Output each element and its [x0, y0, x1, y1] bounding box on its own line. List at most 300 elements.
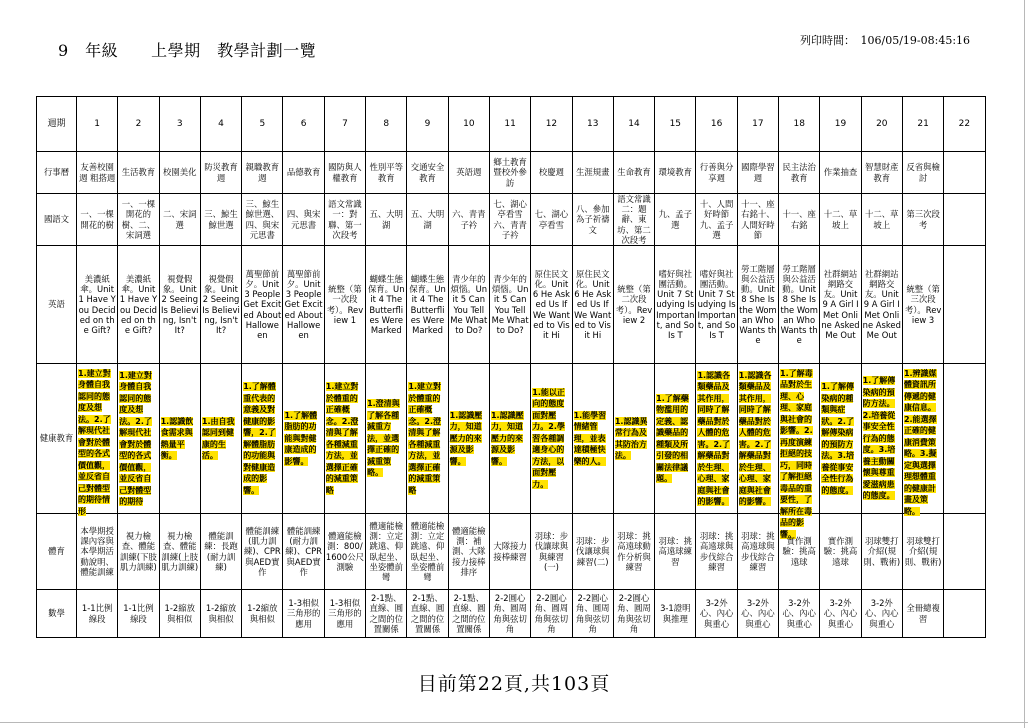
plan-cell	[200, 194, 241, 246]
teaching-plan-table	[36, 96, 986, 638]
cell-text: 羽球：挑高遠球與步伐綜合練習	[741, 531, 775, 572]
week-number: 8	[366, 97, 407, 152]
cell-text: 五、大明湖	[369, 209, 403, 230]
cell-text: 環境教育	[658, 167, 693, 178]
cell-text	[574, 410, 612, 468]
highlighted-text: 1.了解毒品對於生理、心理、家庭與社會的影響。2.再度演練拒絕的技巧，同時了解拒絕毒品的重要性，了解所在毒品的影響。	[780, 368, 813, 539]
highlighted-text: 1.建立對身體自我認同的態度及想法。2.了解現代社會對於體型的各式價值觀，並反省自己對體型的期待情形	[78, 368, 111, 516]
plan-cell	[737, 590, 778, 638]
row-english	[37, 246, 986, 364]
week-number: 20	[861, 97, 902, 152]
plan-cell	[779, 364, 820, 539]
cell-text: 五、大明湖	[410, 209, 445, 230]
row-pe	[37, 514, 986, 590]
plan-cell	[944, 590, 985, 638]
cell-text: 原住民文化。Unit 6 He Asked Us If We Wanted to Visit Hi	[532, 268, 570, 341]
cell-text: 實作測驗：挑高遠球	[823, 536, 858, 567]
cell-text	[78, 368, 116, 516]
plan-cell	[944, 152, 985, 194]
plan-cell	[737, 246, 778, 364]
plan-cell	[696, 152, 737, 194]
plan-cell	[77, 514, 118, 590]
highlighted-text: 1.了解傳染病的種類與症狀。2.了解傳染病的預防方法。3.培養從事安全性行為的態度。	[821, 382, 854, 495]
cell-text	[491, 410, 529, 468]
cell-text	[697, 370, 735, 508]
plan-cell	[324, 152, 365, 194]
week-number: 4	[200, 97, 241, 152]
plan-cell	[902, 246, 943, 364]
plan-cell	[159, 152, 200, 194]
plan-cell	[283, 246, 324, 364]
cell-text: 1-1比例線段	[123, 603, 154, 624]
week-number: 6	[283, 97, 324, 152]
plan-cell	[737, 364, 778, 514]
plan-cell	[242, 364, 283, 514]
highlighted-text: 1.能學習情緒管理，並表達積極快樂的人。	[573, 410, 607, 466]
cell-text: 國防與人權教育	[328, 162, 362, 183]
highlighted-text: 1.認識各類藥品及其作用，同時了解藥品對於人體的危害。2.了解藥品對於生理、心理、家庭與社會的影響。	[697, 370, 731, 507]
cell-text: 3-2外心、內心與重心	[865, 598, 899, 629]
plan-cell	[531, 590, 572, 638]
plan-cell	[820, 514, 861, 590]
highlighted-text: 1.了解體重代表的意義及對健康的影響，2.了解體脂肪的功能與對健康造成的影響。	[243, 382, 276, 495]
plan-cell	[77, 152, 118, 194]
plan-cell	[572, 194, 613, 246]
cell-text: 體能訓練：長跑(耐力訓練)	[204, 531, 238, 572]
plan-cell	[944, 194, 985, 246]
plan-cell	[820, 194, 861, 246]
plan-cell	[324, 246, 365, 364]
highlighted-text: 1.建立對於體重的正確概念。2.澄清與了解各種減重方法，並選擇正確的減重策略	[408, 382, 441, 495]
cell-text: 美濃紙傘。Unit 1 Have You Decided on the Gift?	[78, 273, 116, 335]
cell-text: 1-1比例線段	[81, 603, 113, 624]
plan-cell	[902, 152, 943, 194]
cell-text: 勞工階層與公益活動。Unit 8 She Is the Woman Who Wants the	[780, 263, 818, 346]
cell-text: 體適能檢測：補測、大隊接力接棒排序	[452, 526, 486, 577]
cell-text: 青少年的煩惱。Unit 5 Can You Tell Me What to Do?	[491, 273, 529, 335]
cell-text: 統整（第二次段考）。Review 2	[615, 284, 653, 325]
plan-cell	[655, 364, 696, 514]
plan-cell	[366, 152, 407, 194]
plan-cell	[77, 590, 118, 638]
cell-text: 3-2外心、內心與重心	[782, 598, 816, 629]
cell-text: 體能訓練(耐力訓練)、CPR與AED實作	[285, 526, 322, 577]
plan-cell	[944, 246, 985, 364]
cell-text: 民主法治教育	[782, 162, 816, 183]
plan-cell	[696, 514, 737, 590]
cell-text: 原住民文化。Unit 6 He Asked Us If We Wanted to Visit Hi	[574, 268, 612, 341]
plan-cell	[242, 514, 283, 590]
week-number: 15	[655, 97, 696, 152]
plan-cell	[366, 194, 407, 246]
cell-text: 親職教育週	[245, 162, 280, 183]
plan-cell	[572, 152, 613, 194]
plan-cell	[448, 194, 489, 246]
plan-cell	[531, 152, 572, 194]
highlighted-text: 1.了解藥物濫用的定義、認識藥品的種類及所引發的相關法律議題。	[656, 393, 689, 484]
cell-text: 萬聖節前夕。Unit 3 People Get Excited About Halloween	[284, 268, 323, 341]
plan-cell	[324, 590, 365, 638]
row-label: 英語	[37, 246, 77, 364]
cell-text: 三、鯨生鯨世選	[204, 209, 238, 230]
cell-text: 嗜好與社團活動。Unit 7 Studying Is Important, and So Is T	[697, 268, 736, 341]
cell-text	[119, 370, 157, 508]
plan-cell	[448, 152, 489, 194]
plan-cell	[159, 590, 200, 638]
cell-text: 羽球雙打介紹(規則、戰術)	[863, 536, 901, 567]
cell-text: 校園美化	[162, 167, 197, 178]
cell-text: 智慧財產教育	[865, 162, 899, 183]
cell-text: 大隊接力接棒練習	[493, 541, 527, 562]
cell-text: 2-1點、直線、圓之間的位置關係	[410, 593, 445, 634]
plan-cell	[283, 364, 324, 514]
row-health	[37, 364, 986, 514]
plan-cell	[779, 194, 820, 246]
plan-cell	[489, 364, 530, 514]
plan-cell	[448, 246, 489, 364]
cell-text: 視覺假象。Unit 2 Seeing Is Believing, Isn't It?	[202, 273, 240, 335]
cell-text: 社群網站網路交友。Unit 9 A Girl I Met Online Asked Me Out	[821, 268, 860, 341]
cell-text: 國際學習週	[741, 162, 775, 183]
plan-cell	[737, 152, 778, 194]
cell-text: 十、人間好時節九、孟子選	[699, 199, 734, 240]
cell-text: 防災教育週	[204, 162, 238, 183]
plan-cell	[572, 590, 613, 638]
cell-text: 三、鯨生鯨世選、四、與宋元思書	[245, 199, 280, 240]
cell-text: 一、一棵開花的樹、二、宋詞選	[121, 199, 156, 240]
plan-cell	[902, 590, 943, 638]
cell-text: 體適能檢測：立定跳遠、仰臥起坐、坐姿體前彎	[410, 520, 445, 582]
plan-cell	[902, 194, 943, 246]
plan-cell	[737, 194, 778, 246]
cell-text: 萬聖節前夕。Unit 3 People Get Excited About Halloween	[243, 268, 282, 341]
plan-cell	[572, 364, 613, 514]
cell-text	[903, 368, 942, 516]
cell-text: 視力檢查、體能訓練(下肢肌力訓練)	[120, 531, 157, 572]
week-number: 1	[77, 97, 118, 152]
cell-text: 十一、座右銘十、人間好時節	[741, 199, 775, 240]
plan-cell	[696, 246, 737, 364]
cell-text	[780, 368, 818, 539]
cell-text: 本學期授課內容與本學期活動說明、體能訓練	[80, 526, 114, 577]
plan-cell	[200, 514, 241, 590]
plan-cell	[448, 514, 489, 590]
cell-text: 品德教育	[286, 167, 321, 178]
cell-text: 1-3相似三角形的應用	[328, 598, 362, 629]
cell-text: 二、宋詞選	[162, 209, 197, 230]
cell-text: 鄉土教育暨校外參訪	[493, 157, 527, 188]
plan-cell	[118, 364, 159, 514]
highlighted-text: 1.建立對身體自我認同的態度及想法。2.了解現代社會對於體型的各式價值觀，並反省自己對體型的期待	[119, 370, 152, 507]
week-number: 9	[407, 97, 448, 152]
window-frame-bottom	[0, 722, 1028, 723]
plan-cell	[366, 364, 407, 514]
cell-text: 交通安全教育	[410, 162, 445, 183]
cell-text: 蝴蝶生態保育。Unit 4 The Butterflies Were Marked	[367, 273, 405, 335]
plan-cell	[324, 364, 365, 514]
plan-cell	[200, 152, 241, 194]
week-number: 2	[118, 97, 159, 152]
cell-text: 全冊總複習	[906, 603, 940, 624]
plan-cell	[613, 514, 654, 590]
plan-cell	[696, 590, 737, 638]
cell-text: 語文常識一：對聯、第一次段考	[328, 199, 362, 240]
cell-text: 友善校園週 粗搭週	[79, 162, 116, 183]
cell-text: 八、參加為子祈禱文	[575, 204, 610, 235]
plan-cell	[242, 194, 283, 246]
plan-cell	[655, 514, 696, 590]
plan-cell	[283, 514, 324, 590]
cell-text: 蝴蝶生態保育。Unit 4 The Butterflies Were Marked	[409, 273, 446, 335]
plan-cell	[448, 364, 489, 514]
cell-text: 生涯規畫	[575, 167, 610, 178]
cell-text: 3-2外心、內心與重心	[823, 598, 858, 629]
week-number: 11	[489, 97, 530, 152]
plan-cell	[861, 514, 902, 590]
cell-text: 一、一棵開花的樹	[80, 209, 114, 230]
cell-text: 羽球：挑高遠球與步伐綜合練習	[699, 531, 734, 572]
cell-text: 1-2縮放與相似	[205, 603, 237, 624]
plan-cell	[613, 246, 654, 364]
plan-cell	[200, 246, 241, 364]
plan-cell	[531, 514, 572, 590]
cell-text: 體適能檢測：800/1600公尺測驗	[325, 531, 364, 572]
cell-text: 2-2圓心角、圓周角與弦切角	[575, 593, 610, 634]
highlighted-text: 1.了解體脂肪的功能與對健康造成的影響。	[284, 410, 318, 466]
plan-cell	[489, 152, 530, 194]
plan-cell	[407, 514, 448, 590]
print-time: 列印時間： 106/05/19-08:45:16	[800, 34, 971, 47]
plan-cell	[531, 246, 572, 364]
plan-cell	[407, 194, 448, 246]
row-chinese	[37, 194, 986, 246]
week-label: 週期	[37, 97, 77, 152]
cell-text: 校慶週	[538, 167, 564, 178]
plan-cell	[324, 514, 365, 590]
highlighted-text: 1.了解傳染病的預防方法。2.培養從事安全性行為的態度。3.培養主動關懷與尊重愛滋病患的態度。	[862, 376, 896, 501]
week-number: 18	[779, 97, 820, 152]
plan-cell	[118, 514, 159, 590]
plan-cell	[902, 364, 943, 514]
plan-cell	[572, 246, 613, 364]
cell-text	[615, 416, 653, 462]
plan-cell	[820, 152, 861, 194]
plan-cell	[861, 194, 902, 246]
plan-cell	[531, 364, 572, 514]
plan-cell	[77, 246, 118, 364]
row-activity	[37, 152, 986, 194]
cell-text: 實作測驗：挑高遠球	[782, 536, 816, 567]
plan-cell	[613, 194, 654, 246]
cell-text: 青少年的煩惱。Unit 5 Can You Tell Me What to Do?	[450, 273, 488, 335]
week-number: 7	[324, 97, 365, 152]
cell-text	[739, 370, 777, 508]
cell-text: 生命教育	[617, 167, 651, 178]
plan-cell	[118, 590, 159, 638]
plan-cell	[655, 246, 696, 364]
plan-cell	[613, 152, 654, 194]
plan-cell	[283, 590, 324, 638]
cell-text: 性別平等教育	[369, 162, 403, 183]
week-row	[37, 97, 986, 152]
highlighted-text: 1.認識異常行為及其防治方法。	[614, 416, 648, 461]
highlighted-text: 1.認識壓力，知道壓力的來源及影響。	[449, 410, 483, 466]
plan-cell	[118, 246, 159, 364]
plan-cell	[407, 590, 448, 638]
plan-cell	[366, 590, 407, 638]
week-number: 5	[242, 97, 283, 152]
cell-text: 第三次段考	[906, 209, 940, 230]
plan-cell	[737, 514, 778, 590]
cell-text: 統整（第三次段考）。Review 3	[904, 284, 942, 325]
cell-text: 十二、草坡上	[823, 209, 858, 230]
plan-cell	[655, 590, 696, 638]
cell-text: 視覺假象。Unit 2 Seeing Is Believing, Isn't It?	[161, 273, 199, 335]
plan-cell	[861, 364, 902, 514]
row-label: 行事曆	[37, 152, 77, 194]
cell-text: 體適能檢測：立定跳遠、仰臥起坐、坐姿體前彎	[369, 520, 403, 582]
plan-cell	[779, 246, 820, 364]
plan-cell	[159, 246, 200, 364]
plan-cell	[696, 364, 737, 514]
highlighted-text: 1.澄清與了解各種減重方法，並選擇正確的減重策略。	[367, 399, 400, 478]
plan-cell	[613, 364, 654, 514]
plan-cell	[655, 194, 696, 246]
cell-text: 2-1點、直線、圓之間的位置關係	[452, 593, 486, 634]
highlighted-text: 1.辨識媒體資訊所傳遞的健康信息。2.能選擇正確的健康消費策略。3.擬定與選擇理想體重的健康計畫及策略。	[903, 368, 937, 516]
plan-cell	[118, 152, 159, 194]
cell-text: 1-3相似三角形的應用	[286, 598, 321, 629]
plan-cell	[242, 590, 283, 638]
window-frame-right	[1024, 0, 1025, 728]
week-number: 3	[159, 97, 200, 152]
plan-cell	[861, 152, 902, 194]
cell-text: 羽球：挑高遠球動作分析與練習	[617, 531, 651, 572]
cell-text: 3-1證明與推理	[660, 603, 691, 624]
highlighted-text: 1.認識各類藥品及其作用，同時了解藥品對於人體的危害。2.了解藥品對於生理、心理、家庭與社會的影響。	[738, 370, 772, 507]
plan-cell	[159, 194, 200, 246]
page-title: 9 年級 上學期 教學計劃一覽	[58, 41, 317, 60]
cell-text: 羽球雙打介紹(規則、戰術)	[904, 536, 942, 567]
row-label: 體育	[37, 514, 77, 590]
plan-cell	[283, 152, 324, 194]
cell-text: 2-2圓心角、圓周角與弦切角	[534, 593, 569, 634]
plan-cell	[77, 364, 118, 514]
cell-text: 四、與宋元思書	[286, 209, 321, 230]
plan-cell	[489, 590, 530, 638]
cell-text: 羽球：挑高遠球練習	[658, 536, 693, 567]
cell-text	[656, 393, 694, 485]
highlighted-text: 1.能以正向的態度面對壓力。2.學習各種調適身心的方法，以面對壓力。	[532, 387, 565, 489]
week-number: 22	[944, 97, 985, 152]
cell-text: 作業抽查	[823, 167, 858, 178]
plan-cell	[861, 590, 902, 638]
plan-cell	[902, 514, 943, 590]
cell-text: 3-2外心、內心與重心	[699, 598, 734, 629]
cell-text: 統整（第一次段考）。Review 1	[326, 284, 364, 325]
cell-text: 六、青青子衿	[452, 209, 486, 230]
cell-text	[243, 381, 281, 496]
cell-text: 3-2外心、內心與重心	[741, 598, 775, 629]
plan-cell	[200, 364, 241, 514]
plan-cell	[159, 364, 200, 514]
plan-cell	[200, 590, 241, 638]
cell-text	[408, 381, 446, 496]
plan-cell	[489, 246, 530, 364]
week-number: 16	[696, 97, 737, 152]
cell-text: 行善與分享週	[699, 162, 734, 183]
plan-cell	[118, 194, 159, 246]
plan-cell	[159, 514, 200, 590]
cell-text: 嗜好與社團活動。Unit 7 Studying Is Important, and So Is T	[656, 268, 695, 341]
cell-text: 七、湖心亭看雪六、青青子衿	[493, 199, 527, 240]
row-label: 數學	[37, 590, 77, 638]
cell-text	[326, 381, 364, 496]
cell-text: 體能訓練(肌力訓練)、CPR與AED實作	[243, 526, 281, 577]
plan-cell	[655, 152, 696, 194]
plan-cell	[407, 246, 448, 364]
cell-text: 勞工階層與公益活動。Unit 8 She Is the Woman Who Wants the	[739, 263, 777, 346]
cell-text: 視力檢查、體能訓練(上肢肌力訓練)	[161, 531, 199, 572]
plan-cell	[944, 514, 985, 590]
cell-text: 十二、草坡上	[865, 209, 899, 230]
plan-cell	[613, 590, 654, 638]
cell-text: 英語週	[456, 167, 482, 178]
plan-cell	[944, 364, 985, 514]
highlighted-text: 1.建立對於體重的正確概念。2.澄清與了解各種減重方法，並選擇正確的減重策略	[325, 382, 359, 495]
week-number: 14	[613, 97, 654, 152]
cell-text	[202, 416, 240, 462]
cell-text	[863, 375, 901, 502]
week-number: 19	[820, 97, 861, 152]
cell-text	[284, 410, 322, 468]
week-number: 12	[531, 97, 572, 152]
plan-cell	[779, 152, 820, 194]
plan-cell	[242, 246, 283, 364]
cell-text	[161, 416, 199, 462]
plan-cell	[283, 194, 324, 246]
plan-cell	[696, 194, 737, 246]
plan-cell	[407, 152, 448, 194]
plan-cell	[861, 246, 902, 364]
cell-text: 羽球：步伐讓球與與練習(一)	[534, 531, 569, 572]
cell-text: 九、孟子選	[658, 209, 693, 230]
week-number: 17	[737, 97, 778, 152]
cell-text: 2-2圓心角、圓周角與弦切角	[493, 593, 527, 634]
cell-text: 生活教育	[121, 167, 156, 178]
plan-cell	[820, 246, 861, 364]
cell-text: 社群網站網路交友。Unit 9 A Girl I Met Online Asked Me Out	[862, 268, 901, 341]
plan-cell	[820, 364, 861, 514]
row-math	[37, 590, 986, 638]
cell-text: 1-2縮放與相似	[247, 603, 278, 624]
plan-cell	[779, 590, 820, 638]
plan-cell	[489, 514, 530, 590]
cell-text	[532, 387, 570, 491]
cell-text	[450, 410, 488, 468]
plan-cell	[77, 194, 118, 246]
cell-text: 羽球：步伐讓球與練習(二)	[575, 536, 610, 567]
cell-text: 七、湖心亭看雪	[534, 209, 569, 230]
cell-text: 十一、座右銘	[782, 209, 816, 230]
plan-cell	[448, 590, 489, 638]
plan-cell	[572, 514, 613, 590]
cell-text: 2-2圓心角、圓周角與弦切角	[617, 593, 651, 634]
cell-text: 1-2縮放與相似	[164, 603, 195, 624]
cell-text: 2-1點、直線、圓之間的位置關係	[369, 593, 403, 634]
week-number: 10	[448, 97, 489, 152]
plan-cell	[242, 152, 283, 194]
